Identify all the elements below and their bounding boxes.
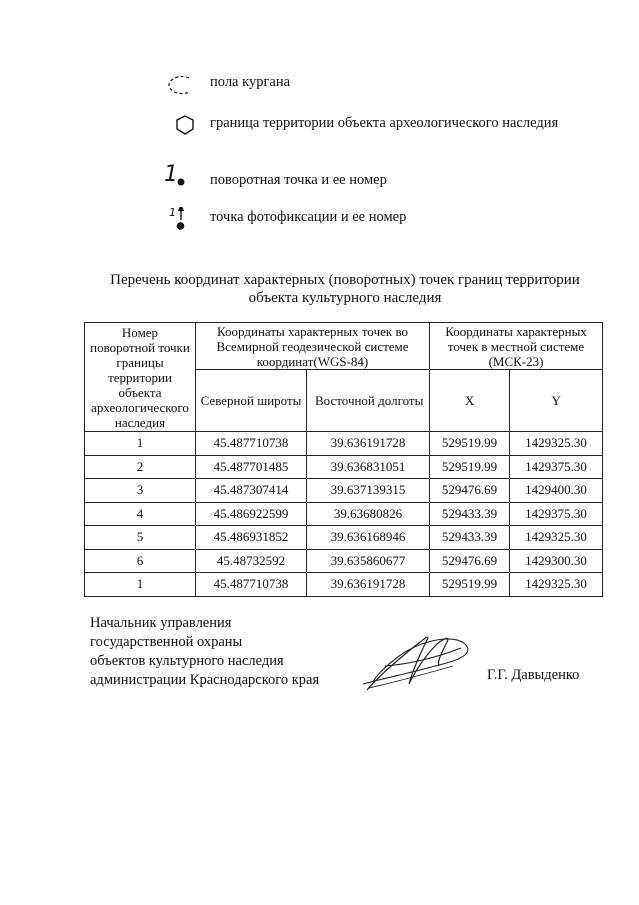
cell-latitude: 45.487710738 [196,432,307,456]
cell-x: 529476.69 [430,549,510,573]
header-y: Y [510,370,603,432]
legend-text: точка фотофиксации и ее номер [210,209,407,225]
table-row [85,479,603,503]
legend-item [150,72,570,112]
table-row [85,502,603,526]
signatory-name: Г.Г. Давыденко [487,667,580,683]
cell-latitude: 45.48732592 [196,549,307,573]
cell-longitude: 39.636191728 [307,573,430,597]
cell-longitude: 39.635860677 [307,549,430,573]
legend-text: поворотная точка и ее номер [210,172,387,188]
hexagon-icon [150,113,210,153]
cell-point-number: 2 [85,455,196,479]
table-row [85,573,603,597]
table-row [85,526,603,550]
legend-text: граница территории объекта археологического наследия [210,115,559,131]
cell-point-number: 5 [85,526,196,550]
cell-longitude: 39.637139315 [307,479,430,503]
cell-y: 1429325.30 [510,573,603,597]
photo-point-icon [150,207,210,247]
table-row [85,455,603,479]
cell-latitude: 45.487701485 [196,455,307,479]
cell-y: 1429300.30 [510,549,603,573]
header-longitude: Восточной долготы [307,370,430,432]
signatory-title-line: администрации Краснодарского края [90,672,320,688]
turning-point-icon [150,162,210,210]
dashed-ellipse-icon [150,72,210,112]
cell-longitude: 39.636831051 [307,455,430,479]
signatory-title-line: Начальник управления [90,615,232,631]
cell-longitude: 39.636168946 [307,526,430,550]
signatory-title-line: государственной охраны [90,634,243,650]
cell-longitude: 39.63680826 [307,502,430,526]
cell-x: 529519.99 [430,455,510,479]
header-latitude: Северной широты [196,370,307,432]
cell-y: 1429400.30 [510,479,603,503]
header-msk23: Координаты характерных точек в местной системе (МСК-23) [430,323,603,370]
coordinates-table [84,322,603,597]
signatory-title-line: объектов культурного наследия [90,653,284,669]
cell-point-number: 1 [85,573,196,597]
cell-longitude: 39.636191728 [307,432,430,456]
cell-x: 529519.99 [430,432,510,456]
cell-y: 1429325.30 [510,526,603,550]
cell-latitude: 45.486922599 [196,502,307,526]
turning-point-number: 1 [164,162,178,187]
cell-x: 529519.99 [430,573,510,597]
legend-item [150,207,570,247]
cell-latitude: 45.487307414 [196,479,307,503]
cell-x: 529433.39 [430,502,510,526]
cell-x: 529433.39 [430,526,510,550]
handwritten-signature [355,622,480,697]
photo-point-number: 1 [169,206,176,219]
table-row [85,432,603,456]
signatory-title [90,614,319,690]
header-point-number: Номер поворотной точки границы территории объекта археологического наследия [85,323,196,432]
cell-y: 1429375.30 [510,455,603,479]
cell-point-number: 3 [85,479,196,503]
cell-point-number: 6 [85,549,196,573]
legend-item [150,162,570,210]
cell-y: 1429325.30 [510,432,603,456]
cell-latitude: 45.487710738 [196,573,307,597]
legend-item [150,113,570,153]
cell-y: 1429375.30 [510,502,603,526]
table-row [85,549,603,573]
legend-text: пола кургана [210,74,291,90]
header-wgs84: Координаты характерных точек во Всемирной геодезической системе координат(WGS-84) [196,323,430,370]
cell-latitude: 45.486931852 [196,526,307,550]
cell-point-number: 1 [85,432,196,456]
document-title: Перечень координат характерных (поворотных) точек границ территории объекта культурного наследия [110,272,580,306]
header-x: X [430,370,510,432]
cell-point-number: 4 [85,502,196,526]
cell-x: 529476.69 [430,479,510,503]
